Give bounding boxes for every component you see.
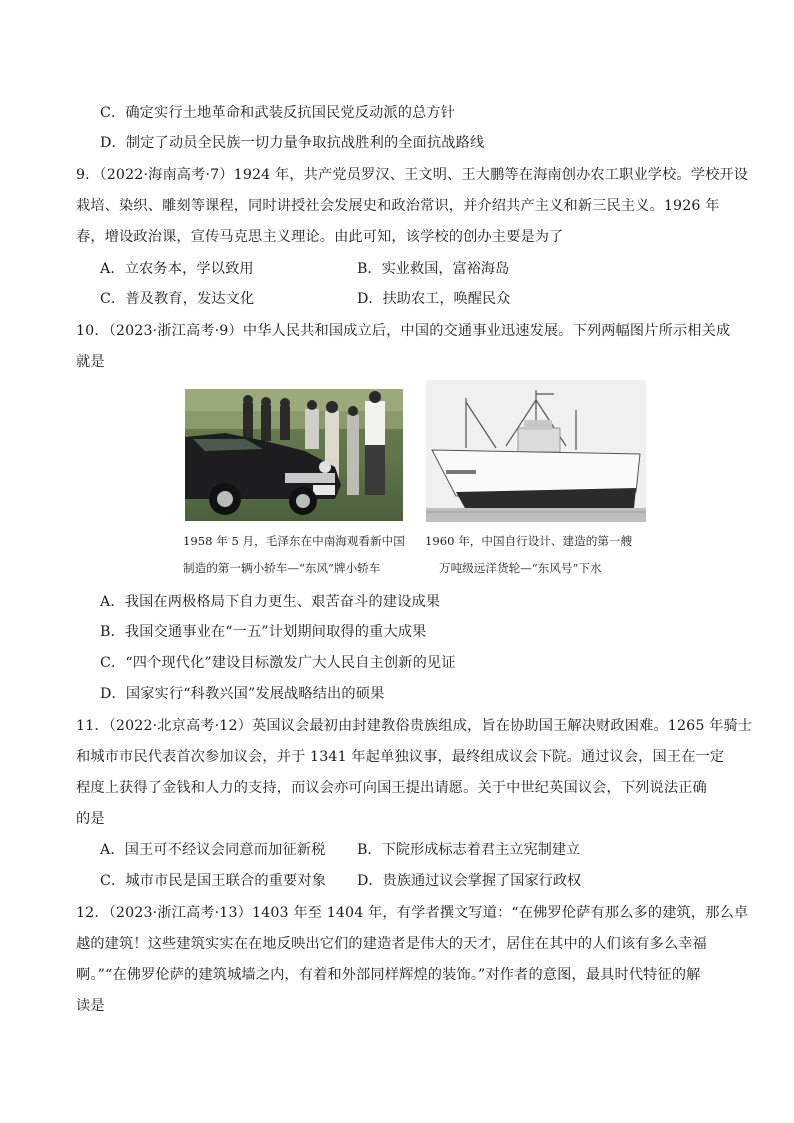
ship-caption-line-1: 1960 年，中国自行设计、建造的第一艘: [425, 534, 633, 548]
q9-stem-line-2: 栽培、染织、雕刻等课程，同时讲授社会发展史和政治常识，并介绍共产主义和新三民主义。1926 年: [76, 198, 720, 214]
q11-stem-line-3: 程度上获得了金钱和人力的支持，而议会亦可向国王提出请愿。关于中世纪英国议会，下列说法正确: [76, 780, 707, 796]
q12-stem-line-2: 越的建筑！这些建筑实实在在地反映出它们的建造者是伟大的天才，居住在其中的人们该有多么幸福: [76, 936, 707, 952]
q10-stem-line-2: 就是: [76, 354, 105, 370]
q12-stem-line-1: 12．（2023·浙江高考·13）1403 年至 1404 年，有学者撰文写道：“在佛罗伦萨有那么多的建筑，那么卓: [76, 905, 749, 921]
q11-option-d: D．贵族通过议会掌握了国家行政权: [357, 873, 582, 889]
ship-caption-line-2: 万吨级远洋货轮—“东风号”下水: [439, 561, 602, 575]
q10-option-b: B．我国交通事业在“一五”计划期间取得的重大成果: [100, 624, 427, 640]
car-photo-illustration: [185, 389, 403, 521]
q11-stem-line-4: 的是: [76, 811, 105, 827]
q11-option-c: C．城市市民是国王联合的重要对象: [100, 873, 327, 889]
q11-stem-line-1: 11．（2022·北京高考·12）英国议会最初由封建教俗贵族组成，旨在协助国王解决财政困难。1265 年骑士: [76, 718, 753, 734]
q12-stem-line-4: 读是: [76, 998, 105, 1014]
q9-option-a: A．立农务本，学以致用: [100, 261, 254, 277]
ship-photo-illustration: [426, 380, 646, 522]
q10-option-a: A．我国在两极格局下自力更生、艰苦奋斗的建设成果: [100, 594, 441, 610]
q8-option-c: C．确定实行土地革命和武装反抗国民党反动派的总方针: [100, 105, 456, 121]
q9-option-d: D．扶助农工，唤醒民众: [357, 291, 511, 307]
q8-option-d: D．制定了动员全民族一切力量争取抗战胜利的全面抗战路线: [100, 135, 485, 151]
q9-option-c: C．普及教育，发达文化: [100, 291, 255, 307]
q10-option-d: D．国家实行“科教兴国”发展战略结出的硕果: [100, 686, 385, 702]
q11-option-a: A．国王可不经议会同意而加征新税: [100, 842, 326, 858]
q9-stem-line-3: 春，增设政治课，宣传马克思主义理论。由此可知，该学校的创办主要是为了: [76, 229, 564, 245]
car-caption-line-1: 1958 年 5 月，毛泽东在中南海观看新中国: [183, 534, 405, 548]
q10-stem-line-1: 10．（2023·浙江高考·9）中华人民共和国成立后，中国的交通事业迅速发展。下列两幅图片所示相关成: [76, 323, 731, 339]
q12-stem-line-3: 啊。”“在佛罗伦萨的建筑城墙之内，有着和外部同样辉煌的装饰。”对作者的意图，最具时代特征的解: [76, 967, 701, 983]
q9-option-b: B．实业救国，富裕海岛: [357, 261, 510, 277]
q9-stem-line-1: 9．（2022·海南高考·7）1924 年，共产党员罗汉、王文明、王大鹏等在海南创办农工职业学校。学校开设: [76, 167, 749, 183]
q11-option-b: B．下院形成标志着君主立宪制建立: [357, 842, 581, 858]
dongfeng-ship-photo: [426, 380, 646, 522]
q10-option-c: C．“四个现代化”建设目标激发广大人民自主创新的见证: [100, 655, 456, 671]
q11-stem-line-2: 和城市市民代表首次参加议会，并于 1341 年起单独议事，最终组成议会下院。通过议会，国王在一定: [76, 749, 725, 765]
car-caption-line-2: 制造的第一辆小轿车—“东风”牌小轿车: [183, 561, 381, 575]
dongfeng-car-photo: [185, 389, 403, 521]
